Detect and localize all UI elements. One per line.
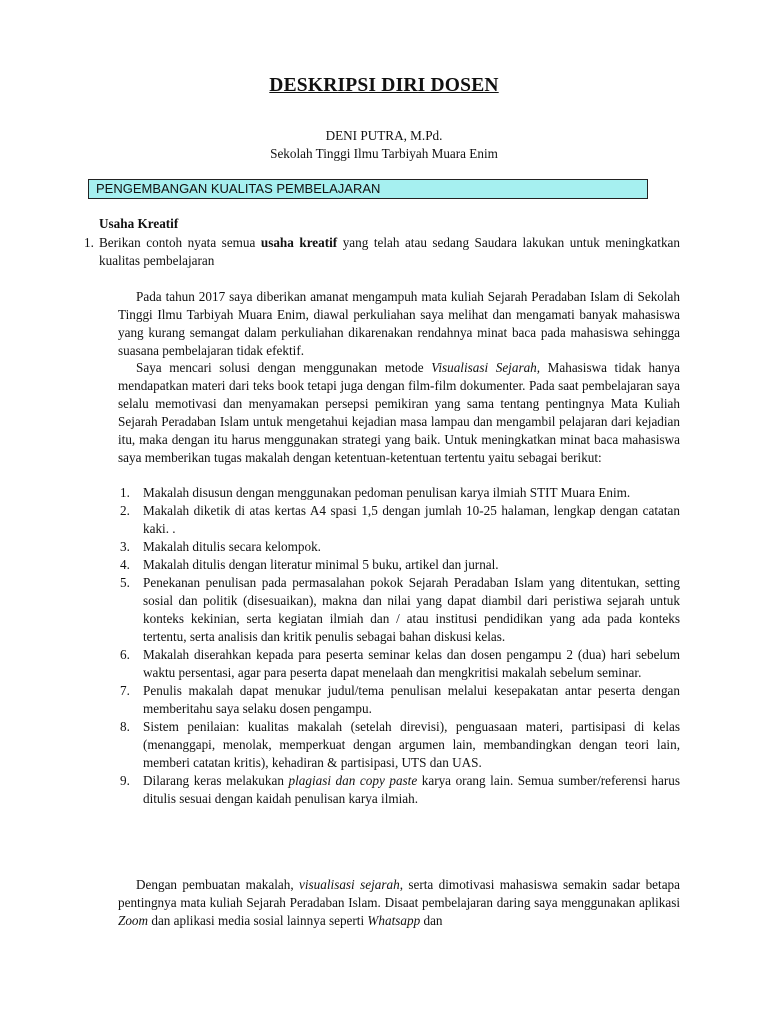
- list-item-number: 2.: [120, 503, 130, 518]
- paragraph-italic-term: Zoom: [118, 913, 149, 928]
- question-number: 1.: [84, 235, 94, 250]
- paragraph-text: Dengan pembuatan makalah,: [136, 877, 300, 892]
- paragraph-italic-term: Visualisasi Sejarah,: [431, 360, 541, 375]
- list-item-number: 5.: [120, 575, 130, 590]
- list-item: [120, 556, 680, 574]
- subheading: Usaha Kreatif: [99, 216, 179, 231]
- list-item-number: 3.: [120, 539, 130, 554]
- list-item-text: [143, 772, 680, 808]
- paragraph-text: Mahasiswa tidak hanya mendapatkan materi dari teks book tetapi juga dengan film-film dokumenter. Pada saat pembelajaran saya selalu memotivasi dan menyamakan persepsi pemikiran yang sama tentang pentingnya Mata Kuliah Sejarah Peradaban Islam untuk mengetahui kejadian masa lampau dan mengambil pelajaran dari kejadian itu, maka dengan itu harus menggunakan strategi yang baik. Untuk meningkatkan minat baca mahasiswa saya memberikan tugas makalah dengan ketentuan-ketentuan tertentu yaitu sebagai berikut:: [118, 360, 680, 465]
- paragraph-text: dan: [420, 913, 443, 928]
- list-item-text-part: Dilarang keras melakukan: [143, 773, 289, 788]
- list-item-text: Makalah disusun dengan menggunakan pedoman penulisan karya ilmiah STIT Muara Enim.: [143, 485, 631, 500]
- rules-list: [120, 484, 680, 808]
- list-item: [120, 682, 680, 718]
- section-title: PENGEMBANGAN KUALITAS PEMBELAJARAN: [96, 181, 381, 196]
- question-bold-term: usaha kreatif: [260, 235, 338, 250]
- paragraph-1: Pada tahun 2017 saya diberikan amanat mengampuh mata kuliah Sejarah Peradaban Islam di Sekolah Tinggi Ilmu Tarbiyah Muara Enim, diawal perkuliahan saya melihat dan mengamati banyak mahasiswa yang kurang semangat dalam perkuliahan dikarenakan rendahnya minat baca pada mahasiswa sehingga suasana pembelajaran tidak efektif.: [118, 289, 680, 358]
- list-item-text: Makalah diketik di atas kertas A4 spasi 1,5 dengan jumlah 10-25 halaman, lengkap dengan catatan kaki. .: [143, 503, 680, 536]
- list-item-number: 8.: [120, 719, 130, 734]
- list-item: [120, 772, 680, 808]
- document-title: DESKRIPSI DIRI DOSEN: [269, 75, 499, 96]
- list-item-italic-term: plagiasi dan copy paste: [288, 773, 418, 788]
- paragraph-text: dan aplikasi media sosial lainnya seperti: [148, 913, 368, 928]
- list-item: [120, 646, 680, 682]
- list-item-text: Makalah ditulis dengan literatur minimal 5 buku, artikel dan jurnal.: [143, 557, 499, 572]
- list-item: [120, 718, 680, 772]
- paragraph-2: [118, 359, 680, 467]
- author-name: DENI PUTRA, M.Pd.: [325, 128, 443, 143]
- list-item-number: 9.: [120, 773, 130, 788]
- question-text-part: yang telah atau sedang Saudara lakukan untuk meningkatkan kualitas pembelajaran: [99, 235, 680, 268]
- list-item-number: 4.: [120, 557, 130, 572]
- question-item: [84, 234, 680, 270]
- question-text-part: Berikan contoh nyata semua: [99, 235, 261, 250]
- list-item-number: 1.: [120, 485, 130, 500]
- list-item-text-part: karya orang lain. Semua sumber/referensi harus ditulis sesuai dengan kaidah penulisan karya ilmiah.: [143, 773, 680, 806]
- paragraph-italic-term: Whatsapp: [367, 913, 421, 928]
- list-item-number: 6.: [120, 647, 130, 662]
- list-item: [120, 538, 680, 556]
- list-item-text: Sistem penilaian: kualitas makalah (setelah direvisi), penguasaan materi, partisipasi di kelas (menanggapi, menolak, memperkuat dengan argumen lain, membandingkan dengan teori lain, memberi catatan kritis), kehadiran & partisipasi, UTS dan UAS.: [143, 719, 680, 770]
- question-text: [99, 234, 680, 270]
- paragraph-3: [118, 876, 680, 930]
- list-item: [120, 574, 680, 646]
- paragraph-text: , serta dimotivasi mahasiswa semakin sadar betapa pentingnya mata kuliah Sejarah Peradaban Islam. Disaat pembelajaran daring saya menggunakan aplikasi: [118, 877, 680, 910]
- list-item-text: Makalah ditulis secara kelompok.: [143, 539, 321, 554]
- list-item: [120, 484, 680, 502]
- paragraph-italic-term: visualisasi sejarah: [299, 877, 400, 892]
- paragraph-text: Saya mencari solusi dengan menggunakan metode: [136, 360, 432, 375]
- list-item: [120, 502, 680, 538]
- section-header: [88, 179, 648, 199]
- list-item-text: Penekanan penulisan pada permasalahan pokok Sejarah Peradaban Islam yang ditentukan, setting sosial dan politik (disesuaikan), makna dan nilai yang dapat diambil dari peristiwa sejarah untuk konteks kekinian, serta kegiatan ilmiah dan / atau institusi pendidikan yang ada pada konteks tertentu, serta analisis dan kritik penulis sebagai bahan diskusi kelas.: [143, 575, 680, 644]
- institution-name: Sekolah Tinggi Ilmu Tarbiyah Muara Enim: [270, 146, 498, 161]
- list-item-text: Penulis makalah dapat menukar judul/tema penulisan melalui kesepakatan antar peserta dengan memberitahu saya selaku dosen pengampu.: [143, 683, 680, 716]
- list-item-text: Makalah diserahkan kepada para peserta seminar kelas dan dosen pengampu 2 (dua) hari sebelum waktu persentasi, agar para peserta dapat menelaah dan mengkritisi makalah sebelum seminar.: [143, 647, 680, 680]
- list-item-number: 7.: [120, 683, 130, 698]
